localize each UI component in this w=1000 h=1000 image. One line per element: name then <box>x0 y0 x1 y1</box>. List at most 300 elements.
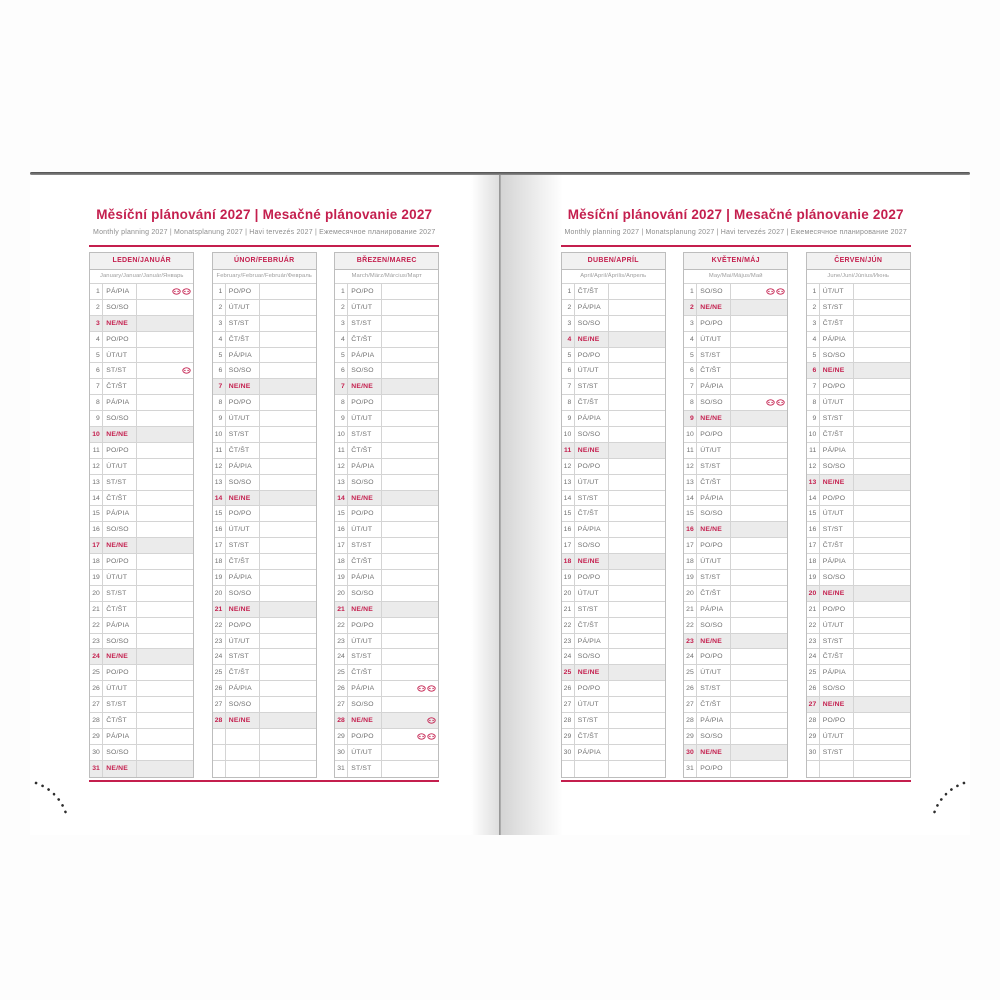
day-number-cell: 25 <box>684 665 697 680</box>
day-number-cell: 16 <box>90 522 103 537</box>
day-number-cell: 2 <box>90 300 103 315</box>
day-notes-cell <box>609 475 665 490</box>
day-row <box>684 745 787 761</box>
moon-phase-icon <box>182 288 191 295</box>
day-number-cell: 21 <box>684 602 697 617</box>
day-number-cell: 5 <box>562 348 575 363</box>
day-notes-cell <box>382 554 438 569</box>
day-name-cell: ÚT/UT <box>697 332 731 347</box>
day-notes-cell <box>854 379 910 394</box>
day-number-cell: 2 <box>213 300 226 315</box>
day-row <box>213 284 316 300</box>
day-row <box>807 586 910 602</box>
day-notes-cell <box>854 316 910 331</box>
day-name-cell: SO/SO <box>575 649 609 664</box>
day-row <box>684 538 787 554</box>
day-number-cell: 20 <box>807 586 820 601</box>
day-name-cell: ČT/ŠT <box>226 554 260 569</box>
day-notes-cell <box>854 697 910 712</box>
day-number-cell: 22 <box>807 618 820 633</box>
day-row <box>562 570 665 586</box>
day-number-cell: 8 <box>684 395 697 410</box>
day-notes-cell <box>382 348 438 363</box>
day-row <box>335 506 438 522</box>
day-number-cell: 18 <box>807 554 820 569</box>
day-notes-cell <box>260 713 316 728</box>
day-name-cell: ČT/ŠT <box>820 316 854 331</box>
day-number-cell: 16 <box>562 522 575 537</box>
day-row <box>213 316 316 332</box>
day-notes-cell <box>854 300 910 315</box>
day-name-cell: PÁ/PIA <box>697 713 731 728</box>
day-name-cell: ČT/ŠT <box>820 538 854 553</box>
day-number-cell: 21 <box>90 602 103 617</box>
day-number-cell: 22 <box>684 618 697 633</box>
day-name-cell: PO/PO <box>820 379 854 394</box>
day-number-cell: 6 <box>90 363 103 378</box>
day-name-cell: NE/NE <box>575 554 609 569</box>
day-number-cell <box>213 745 226 760</box>
day-name-cell: PÁ/PIA <box>226 459 260 474</box>
day-notes-cell <box>731 697 787 712</box>
day-number-cell: 24 <box>562 649 575 664</box>
day-name-cell: PÁ/PIA <box>348 459 382 474</box>
day-number-cell: 12 <box>684 459 697 474</box>
day-notes-cell <box>260 554 316 569</box>
day-row <box>562 363 665 379</box>
day-row <box>213 570 316 586</box>
day-notes-cell <box>731 522 787 537</box>
day-row <box>335 649 438 665</box>
day-number-cell: 3 <box>90 316 103 331</box>
day-number-cell: 5 <box>213 348 226 363</box>
day-row <box>213 506 316 522</box>
day-notes-cell <box>137 395 193 410</box>
day-notes-cell <box>260 634 316 649</box>
day-row <box>807 602 910 618</box>
day-name-cell: SO/SO <box>575 538 609 553</box>
day-number-cell: 18 <box>684 554 697 569</box>
day-name-cell: ČT/ŠT <box>348 443 382 458</box>
header-rule <box>89 245 439 247</box>
day-row <box>213 411 316 427</box>
day-number-cell: 9 <box>90 411 103 426</box>
month-languages: April/April/Április/Апрель <box>562 270 665 284</box>
day-number-cell: 20 <box>90 586 103 601</box>
day-notes-cell <box>609 665 665 680</box>
day-notes-cell <box>137 681 193 696</box>
day-row <box>213 602 316 618</box>
day-number-cell: 19 <box>335 570 348 585</box>
day-name-cell: ST/ST <box>697 459 731 474</box>
day-row <box>807 475 910 491</box>
moon-phase-icon <box>417 685 426 692</box>
day-number-cell: 28 <box>213 713 226 728</box>
day-number-cell: 20 <box>684 586 697 601</box>
day-notes-cell <box>854 554 910 569</box>
day-number-cell: 30 <box>562 745 575 760</box>
day-number-cell: 27 <box>335 697 348 712</box>
day-number-cell: 7 <box>807 379 820 394</box>
day-row <box>335 586 438 602</box>
day-row <box>213 713 316 729</box>
day-notes-cell <box>854 443 910 458</box>
day-row <box>807 411 910 427</box>
day-name-cell: PO/PO <box>575 348 609 363</box>
day-number-cell: 18 <box>213 554 226 569</box>
day-notes-cell <box>382 475 438 490</box>
day-row <box>213 522 316 538</box>
day-name-cell: NE/NE <box>348 379 382 394</box>
day-number-cell: 13 <box>684 475 697 490</box>
day-number-cell: 1 <box>562 284 575 299</box>
day-number-cell: 24 <box>90 649 103 664</box>
day-number-cell: 10 <box>213 427 226 442</box>
day-row <box>335 713 438 729</box>
day-number-cell: 1 <box>335 284 348 299</box>
day-row <box>684 443 787 459</box>
day-number-cell: 9 <box>684 411 697 426</box>
day-name-cell: NE/NE <box>820 697 854 712</box>
day-number-cell: 21 <box>562 602 575 617</box>
day-row <box>90 363 193 379</box>
footer-rule <box>561 780 911 782</box>
day-row <box>684 713 787 729</box>
day-name-cell: NE/NE <box>103 649 137 664</box>
day-notes-cell <box>609 649 665 664</box>
day-notes-cell <box>731 475 787 490</box>
day-row <box>807 284 910 300</box>
day-number-cell: 18 <box>335 554 348 569</box>
day-row <box>562 491 665 507</box>
day-row <box>562 634 665 650</box>
day-notes-cell <box>260 348 316 363</box>
day-number-cell: 8 <box>90 395 103 410</box>
day-row <box>335 665 438 681</box>
day-name-cell: ČT/ŠT <box>697 475 731 490</box>
day-number-cell: 12 <box>335 459 348 474</box>
day-number-cell: 26 <box>90 681 103 696</box>
day-number-cell: 27 <box>90 697 103 712</box>
day-row <box>684 475 787 491</box>
day-row <box>335 395 438 411</box>
day-row <box>807 332 910 348</box>
day-row <box>90 427 193 443</box>
day-name-cell: ÚT/UT <box>697 443 731 458</box>
day-number-cell: 3 <box>335 316 348 331</box>
day-row <box>335 602 438 618</box>
day-number-cell: 30 <box>684 745 697 760</box>
day-name-cell: ČT/ŠT <box>226 443 260 458</box>
day-name-cell <box>226 745 260 760</box>
day-number-cell: 2 <box>562 300 575 315</box>
day-name-cell: ČT/ŠT <box>575 618 609 633</box>
day-name-cell: ÚT/UT <box>348 634 382 649</box>
day-notes-cell <box>609 602 665 617</box>
day-notes-cell <box>731 379 787 394</box>
day-notes-cell <box>382 586 438 601</box>
day-notes-cell <box>260 475 316 490</box>
day-row <box>684 395 787 411</box>
day-number-cell: 8 <box>562 395 575 410</box>
day-notes-cell <box>854 411 910 426</box>
day-row <box>562 554 665 570</box>
day-row <box>684 570 787 586</box>
day-number-cell: 25 <box>807 665 820 680</box>
month-table <box>561 252 666 778</box>
day-number-cell: 27 <box>213 697 226 712</box>
day-notes-cell <box>609 538 665 553</box>
day-number-cell: 24 <box>684 649 697 664</box>
day-row <box>684 729 787 745</box>
day-notes-cell <box>854 522 910 537</box>
day-name-cell: ST/ST <box>820 522 854 537</box>
day-name-cell: ST/ST <box>820 411 854 426</box>
day-row <box>562 729 665 745</box>
month-name: ÚNOR/FEBRUÁR <box>213 253 316 270</box>
day-name-cell: SO/SO <box>103 300 137 315</box>
day-name-cell: SO/SO <box>103 411 137 426</box>
day-row <box>213 395 316 411</box>
day-row <box>335 554 438 570</box>
day-name-cell: PO/PO <box>348 506 382 521</box>
day-row <box>90 300 193 316</box>
day-number-cell: 29 <box>90 729 103 744</box>
day-row <box>90 284 193 300</box>
day-row <box>213 586 316 602</box>
day-notes-cell <box>854 506 910 521</box>
day-name-cell: ČT/ŠT <box>575 506 609 521</box>
day-notes-cell <box>854 475 910 490</box>
day-name-cell: PÁ/PIA <box>103 284 137 299</box>
day-name-cell: PO/PO <box>226 618 260 633</box>
day-name-cell: ČT/ŠT <box>575 284 609 299</box>
day-notes-cell <box>382 443 438 458</box>
day-number-cell: 7 <box>562 379 575 394</box>
day-name-cell: PÁ/PIA <box>348 681 382 696</box>
day-number-cell: 17 <box>213 538 226 553</box>
day-notes-cell <box>731 713 787 728</box>
day-number-cell: 5 <box>684 348 697 363</box>
footer-rule <box>89 780 439 782</box>
day-name-cell: PÁ/PIA <box>103 729 137 744</box>
day-number-cell: 20 <box>213 586 226 601</box>
day-number-cell: 27 <box>684 697 697 712</box>
day-number-cell: 12 <box>562 459 575 474</box>
day-row <box>335 284 438 300</box>
day-row <box>562 475 665 491</box>
day-notes-cell <box>137 443 193 458</box>
day-row <box>213 491 316 507</box>
day-row <box>90 395 193 411</box>
day-notes-cell <box>854 665 910 680</box>
day-number-cell: 16 <box>335 522 348 537</box>
day-name-cell: SO/SO <box>820 681 854 696</box>
day-row <box>335 634 438 650</box>
day-notes-cell <box>382 729 438 744</box>
day-name-cell: ÚT/UT <box>103 570 137 585</box>
day-number-cell: 17 <box>807 538 820 553</box>
day-row <box>90 491 193 507</box>
day-row <box>335 348 438 364</box>
day-name-cell: SO/SO <box>226 697 260 712</box>
day-name-cell: SO/SO <box>226 586 260 601</box>
day-notes-cell <box>854 729 910 744</box>
day-notes-cell <box>137 316 193 331</box>
day-name-cell: PÁ/PIA <box>697 602 731 617</box>
day-notes-cell <box>137 634 193 649</box>
day-notes-cell <box>382 522 438 537</box>
month-name: ČERVEN/JÚN <box>807 253 910 270</box>
day-name-cell <box>575 761 609 777</box>
day-name-cell: ST/ST <box>103 697 137 712</box>
day-number-cell: 13 <box>90 475 103 490</box>
day-row <box>562 316 665 332</box>
day-notes-cell <box>731 602 787 617</box>
day-notes-cell <box>382 745 438 760</box>
day-notes-cell <box>609 697 665 712</box>
day-notes-cell <box>382 602 438 617</box>
day-row <box>562 761 665 777</box>
day-name-cell: ST/ST <box>226 427 260 442</box>
day-notes-cell <box>260 522 316 537</box>
month-languages: June/Juni/Június/Июнь <box>807 270 910 284</box>
day-name-cell: NE/NE <box>103 538 137 553</box>
day-name-cell: ST/ST <box>348 649 382 664</box>
day-notes-cell <box>137 618 193 633</box>
day-name-cell: ČT/ŠT <box>820 649 854 664</box>
day-notes-cell <box>382 649 438 664</box>
day-number-cell: 25 <box>213 665 226 680</box>
day-row <box>807 697 910 713</box>
day-number-cell: 9 <box>807 411 820 426</box>
day-name-cell: ÚT/UT <box>103 348 137 363</box>
day-name-cell: ST/ST <box>348 761 382 777</box>
day-notes-cell <box>382 316 438 331</box>
day-row <box>335 332 438 348</box>
day-number-cell: 15 <box>807 506 820 521</box>
day-name-cell: ČT/ŠT <box>226 665 260 680</box>
day-row <box>335 363 438 379</box>
day-number-cell: 7 <box>90 379 103 394</box>
day-name-cell: NE/NE <box>103 427 137 442</box>
day-number-cell: 22 <box>90 618 103 633</box>
day-row <box>90 681 193 697</box>
day-notes-cell <box>137 713 193 728</box>
day-number-cell: 11 <box>335 443 348 458</box>
day-notes-cell <box>260 745 316 760</box>
day-notes-cell <box>731 618 787 633</box>
day-notes-cell <box>260 649 316 664</box>
day-row <box>335 491 438 507</box>
day-name-cell: ÚT/UT <box>348 300 382 315</box>
day-number-cell: 15 <box>335 506 348 521</box>
day-name-cell: ČT/ŠT <box>575 395 609 410</box>
day-row <box>807 363 910 379</box>
day-name-cell: ST/ST <box>226 316 260 331</box>
day-row <box>562 395 665 411</box>
day-name-cell: PO/PO <box>697 761 731 777</box>
day-number-cell: 4 <box>335 332 348 347</box>
day-row <box>807 300 910 316</box>
day-row <box>684 681 787 697</box>
day-number-cell: 17 <box>335 538 348 553</box>
day-number-cell: 10 <box>90 427 103 442</box>
day-name-cell: ÚT/UT <box>820 506 854 521</box>
day-row <box>335 300 438 316</box>
day-number-cell: 22 <box>213 618 226 633</box>
day-row <box>562 618 665 634</box>
day-row <box>213 332 316 348</box>
day-number-cell: 31 <box>90 761 103 777</box>
day-row <box>213 649 316 665</box>
day-number-cell: 17 <box>562 538 575 553</box>
day-number-cell: 22 <box>335 618 348 633</box>
day-row <box>684 491 787 507</box>
day-notes-cell <box>260 697 316 712</box>
day-name-cell: PO/PO <box>820 602 854 617</box>
day-row <box>684 332 787 348</box>
day-row <box>807 729 910 745</box>
day-notes-cell <box>731 491 787 506</box>
day-notes-cell <box>260 427 316 442</box>
day-number-cell: 8 <box>807 395 820 410</box>
day-name-cell: SO/SO <box>575 316 609 331</box>
day-notes-cell <box>609 427 665 442</box>
day-row <box>562 284 665 300</box>
day-row <box>562 602 665 618</box>
day-row <box>213 475 316 491</box>
day-row <box>807 491 910 507</box>
day-number-cell: 11 <box>213 443 226 458</box>
month-name: BŘEZEN/MAREC <box>335 253 438 270</box>
day-notes-cell <box>137 491 193 506</box>
day-name-cell: ÚT/UT <box>820 729 854 744</box>
day-name-cell: PÁ/PIA <box>575 522 609 537</box>
day-notes-cell <box>609 300 665 315</box>
day-row <box>807 570 910 586</box>
day-row <box>562 681 665 697</box>
day-notes-cell <box>731 681 787 696</box>
day-row <box>562 427 665 443</box>
day-row <box>335 681 438 697</box>
day-number-cell: 8 <box>213 395 226 410</box>
day-name-cell: PÁ/PIA <box>820 332 854 347</box>
day-name-cell: NE/NE <box>697 300 731 315</box>
day-notes-cell <box>260 602 316 617</box>
day-number-cell: 31 <box>684 761 697 777</box>
day-row <box>807 379 910 395</box>
day-row <box>562 665 665 681</box>
day-row <box>335 427 438 443</box>
day-name-cell: PO/PO <box>348 729 382 744</box>
day-number-cell: 23 <box>90 634 103 649</box>
day-name-cell: ČT/ŠT <box>348 665 382 680</box>
day-number-cell: 28 <box>684 713 697 728</box>
day-row <box>90 570 193 586</box>
day-number-cell: 20 <box>562 586 575 601</box>
day-notes-cell <box>731 316 787 331</box>
day-name-cell: ÚT/UT <box>575 586 609 601</box>
day-name-cell: ČT/ŠT <box>348 332 382 347</box>
day-name-cell: SO/SO <box>348 363 382 378</box>
day-number-cell: 19 <box>213 570 226 585</box>
day-notes-cell <box>731 363 787 378</box>
day-name-cell: PO/PO <box>226 284 260 299</box>
day-name-cell: PÁ/PIA <box>820 443 854 458</box>
day-name-cell: ST/ST <box>348 316 382 331</box>
day-row <box>90 506 193 522</box>
